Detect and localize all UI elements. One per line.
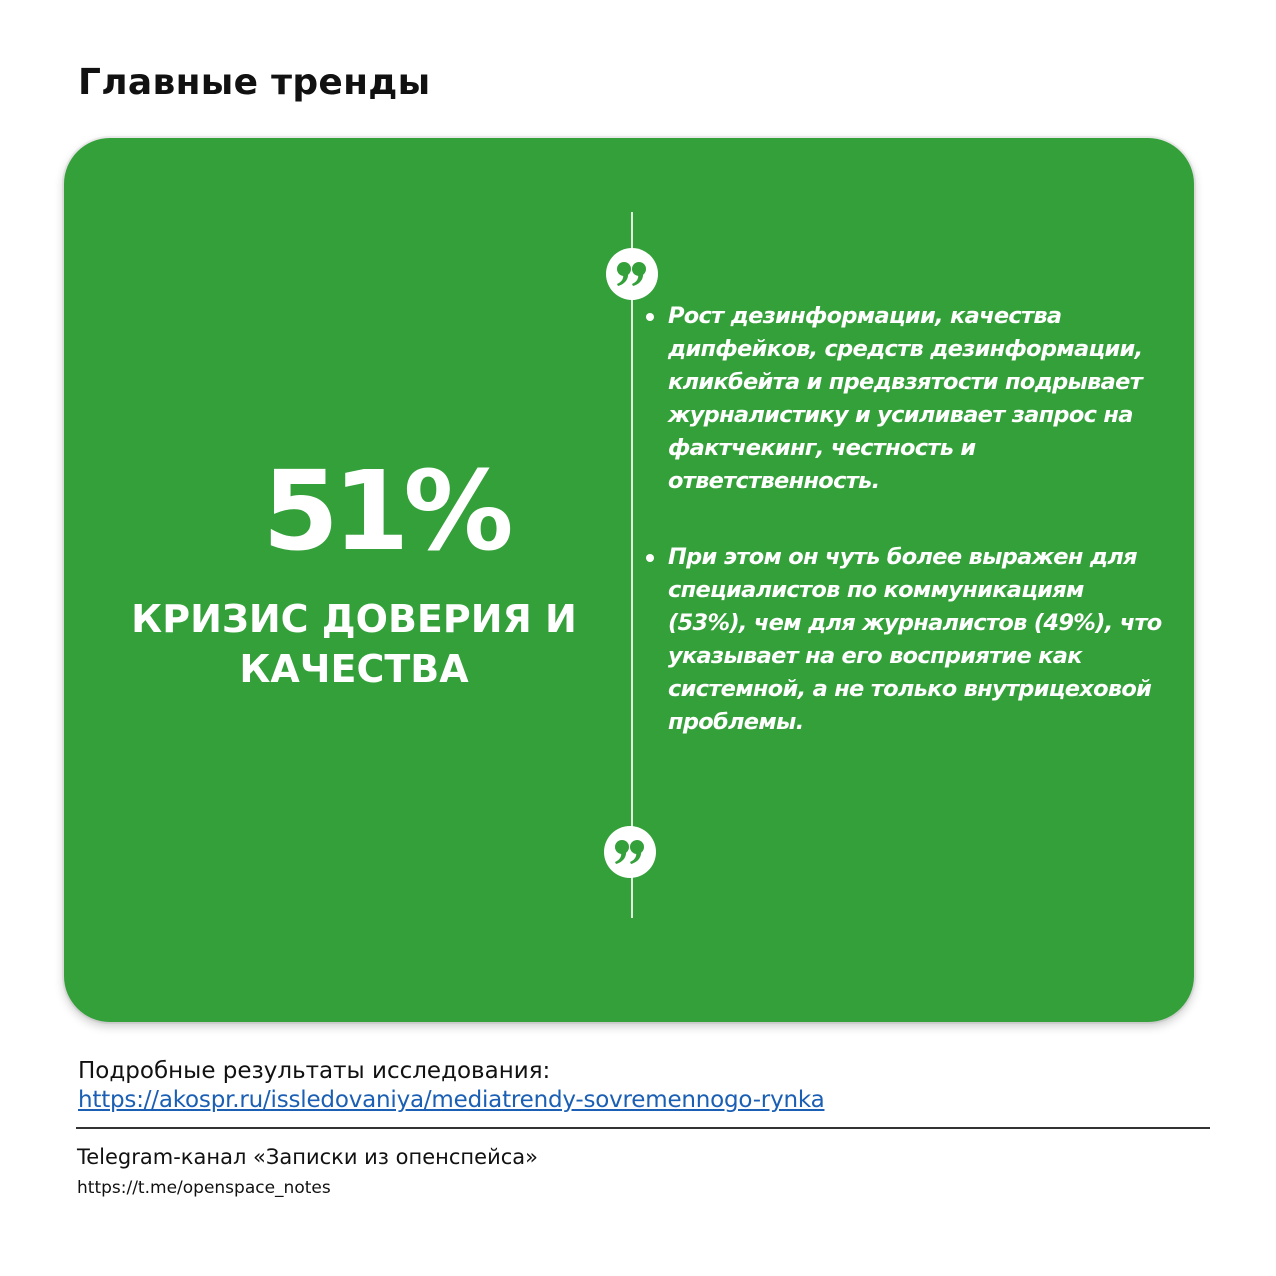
stat-label: КРИЗИС ДОВЕРИЯ И КАЧЕСТВА bbox=[131, 597, 577, 691]
vertical-divider bbox=[631, 212, 633, 918]
trend-bullets bbox=[642, 300, 1162, 739]
results-link[interactable]: https://akospr.ru/issledovaniya/mediatrendy-sovremennogo-rynka bbox=[78, 1087, 825, 1113]
page-title: Главные тренды bbox=[78, 62, 431, 103]
footer-divider bbox=[76, 1127, 1210, 1129]
results-label: Подробные результаты исследования: bbox=[78, 1058, 551, 1084]
bullet-item: При этом он чуть более выражен для специалистов по коммуникациям (53%), чем для журналистов (49%), что указывает на его восприятие как системной, а не только внутрицеховой проблемы. bbox=[642, 541, 1162, 739]
quote-marks-icon bbox=[604, 826, 656, 878]
channel-url: https://t.me/openspace_notes bbox=[77, 1178, 331, 1198]
quote-marks-icon-graphic bbox=[613, 838, 647, 866]
quote-marks-icon-graphic bbox=[615, 260, 649, 288]
channel-name: Telegram-канал «Записки из опенспейса» bbox=[77, 1145, 538, 1169]
quote-marks-icon bbox=[606, 248, 658, 300]
trend-card bbox=[64, 138, 1194, 1022]
stat-value: 51% bbox=[262, 447, 508, 575]
bullet-item: Рост дезинформации, качества дипфейков, средств дезинформации, кликбейта и предвзятости подрывает журналистику и усиливает запрос на фактчекинг, честность и ответственность. bbox=[642, 300, 1162, 498]
